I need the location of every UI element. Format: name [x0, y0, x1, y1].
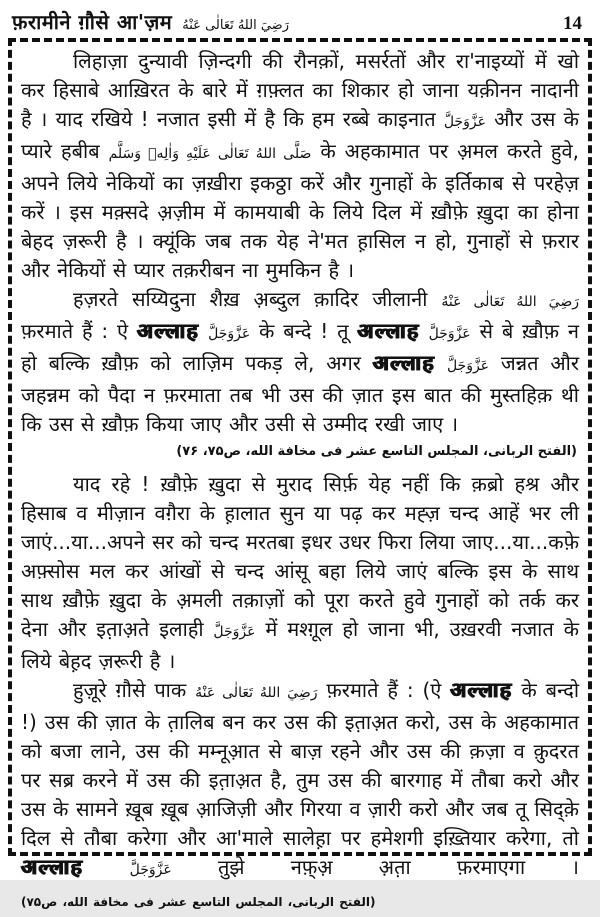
arabic-honorific: عَزَّوَجَلَّ: [129, 862, 172, 878]
body-text: में मश्ग़ूल हो जाना भी, उख़रवी नजात के लिये बेह़द ज़रूरी है ।: [21, 617, 579, 673]
body-text: फ़रमाते हैं : ऐ: [21, 319, 137, 343]
arabic-honorific: عَزَّوَجَلَّ: [208, 326, 251, 342]
arabic-honorific: عَزَّوَجَلَّ: [446, 358, 490, 374]
body-text: हज़रते सय्यिदुना शैख़ अ़ब्दुल क़ादिर जीलानी: [73, 287, 442, 311]
arabic-honorific: عَزَّوَجَلَّ: [213, 624, 256, 640]
paragraph: [21, 676, 579, 917]
citation-text: (الفتح الربانی، المجلس التاسع عشر فی مخافة الله، ص۷۵): [21, 895, 376, 909]
body-text: फ़रमाते हैं : (ऐ: [317, 678, 451, 702]
body-text: के अहकामात पर अ़मल करते हुवे, अपने लिये नेकियों का ज़ख़ीरा इकठ्ठा करें और गुनाहों के इर्तिकाब से परहेज़ करें । इस मक़्सदे अ़ज़ीम में कामयाबी के लिये दिल में ख़ौफ़े ख़ुदा का होना बेहद ज़रूरी है । क्यूंकि जब तक येह ने'मत ह़ासिल न हो, गुनाहों से फ़रार और नेकियों से प्यार तक़रीबन ना मुमकिन है ।: [21, 139, 579, 282]
body-text: [435, 351, 447, 375]
body-text: [83, 855, 129, 879]
arabic-honorific: رَضِيَ اللهُ تَعَالٰى عَنْهُ: [441, 294, 579, 310]
body-text: लिहाज़ा दुन्यावी ज़िन्दगी की रौनक़ों, मसर्रतों और रा'नाइय्यों में खो कर हिसाबे आख़िरत के बारे में ग़फ़्लत का शिकार हो जाना यक़ीनन नादानी है । याद रखिये ! नजात इसी में है कि हम रब्बे काइनात: [21, 49, 579, 131]
body-text: [420, 319, 429, 343]
citation-line: [21, 441, 577, 463]
body-text: और उस के प्यारे हबीब: [21, 107, 579, 163]
allah-word: अल्लाह: [357, 319, 420, 343]
body-text: याद रहे ! ख़ौफ़े ख़ुदा से मुराद सिर्फ़ येह नहीं कि क़ब्रो हश्र और हिसाब व मीज़ान वग़ैरा के ह़ालात सुन या पढ़ कर मह्ज़ चन्द आहें भर ली जाएं...या...अपने सर को चन्द मरतबा इधर उधर फिरा लिया जाए...या...कफ़े अफ़्सोस मल कर आंखों से चन्द आंसू बहा लिये जाएं बल्कि इस के साथ साथ ख़ौफ़े ख़ुदा के अ़मली तक़ाज़ों को पूरा करते हुवे गुनाहों को तर्क कर देना और इत़ाअ़ते इलाही: [21, 472, 579, 641]
body-text: हुज़ूरे ग़ौसे पाक: [73, 678, 196, 702]
citation-text: (الفتح الربانی، المجلس التاسع عشر فی مخافة الله، ص۷۵، ۷۶): [176, 444, 577, 459]
body-text: से बे ख़ौफ़ न हो बल्कि ख़ौफ़ को लाज़िम पकड़ ले, अगर: [21, 319, 580, 375]
arabic-honorific: رَضِيَ اللهُ تَعَالٰى عَنْهُ: [195, 685, 318, 701]
header-honorific-arabic: رَضِيَ اللهُ تَعَالٰى عَنْهُ: [182, 18, 289, 33]
allah-word: अल्लाह: [21, 855, 84, 879]
page-body: [8, 38, 592, 909]
page-number: 14: [563, 13, 582, 34]
arabic-honorific: صَلَّى اللهُ تَعَالٰى عَلَيْهِ وَاٰلِهٖ وَسَلَّم: [108, 146, 312, 162]
arabic-honorific: عَزَّوَجَلَّ: [443, 114, 486, 130]
page-header: [8, 6, 592, 38]
body-text: जन्नत और जहन्नम को पैदा न फ़रमाता तब भी उस की ज़ात इस बात की मुस्तहिक़ थी कि उस से ख़ौफ़ किया जाए और उसी से उम्मीद रखी जाए ।: [21, 351, 579, 436]
page-header-title: फ़रामीने ग़ौसे आ'ज़म: [12, 10, 173, 34]
body-text: के बन्दो !) उस की ज़ात के त़ालिब बन कर उस की इत़ाअ़त करो, उस के अहकामात को बजा लाने, उस की मम्नूआ़त से बाज़ रहने और उस की क़ज़ा व क़ुदरत पर सब्र करने में उस की इत़ाअ़त है, तुम उस की बारगाह में तौबा करो और उस के सामने ख़ूब ख़ूब आ़जिज़ी और गिरया व ज़ारी करो और जब तू सिद्क़े दिल से तौबा करेगा और आ'माले सालेह़ा पर हमेशगी इख़्तियार करेगा, तो: [21, 678, 579, 850]
body-text: के बन्दे ! तू: [250, 319, 358, 343]
paragraph: [21, 285, 579, 439]
allah-word: अल्लाह: [372, 351, 436, 375]
paragraph: [21, 47, 579, 285]
body-text: [199, 319, 208, 343]
allah-word: अल्लाह: [136, 319, 200, 343]
arabic-honorific: عَزَّوَجَلَّ: [428, 326, 471, 342]
paragraph: [21, 470, 579, 676]
allah-word: अल्लाह: [450, 678, 513, 702]
body-text: तुझे नफ़्अ़ अ़त़ा फ़रमाएगा ।: [171, 855, 579, 879]
